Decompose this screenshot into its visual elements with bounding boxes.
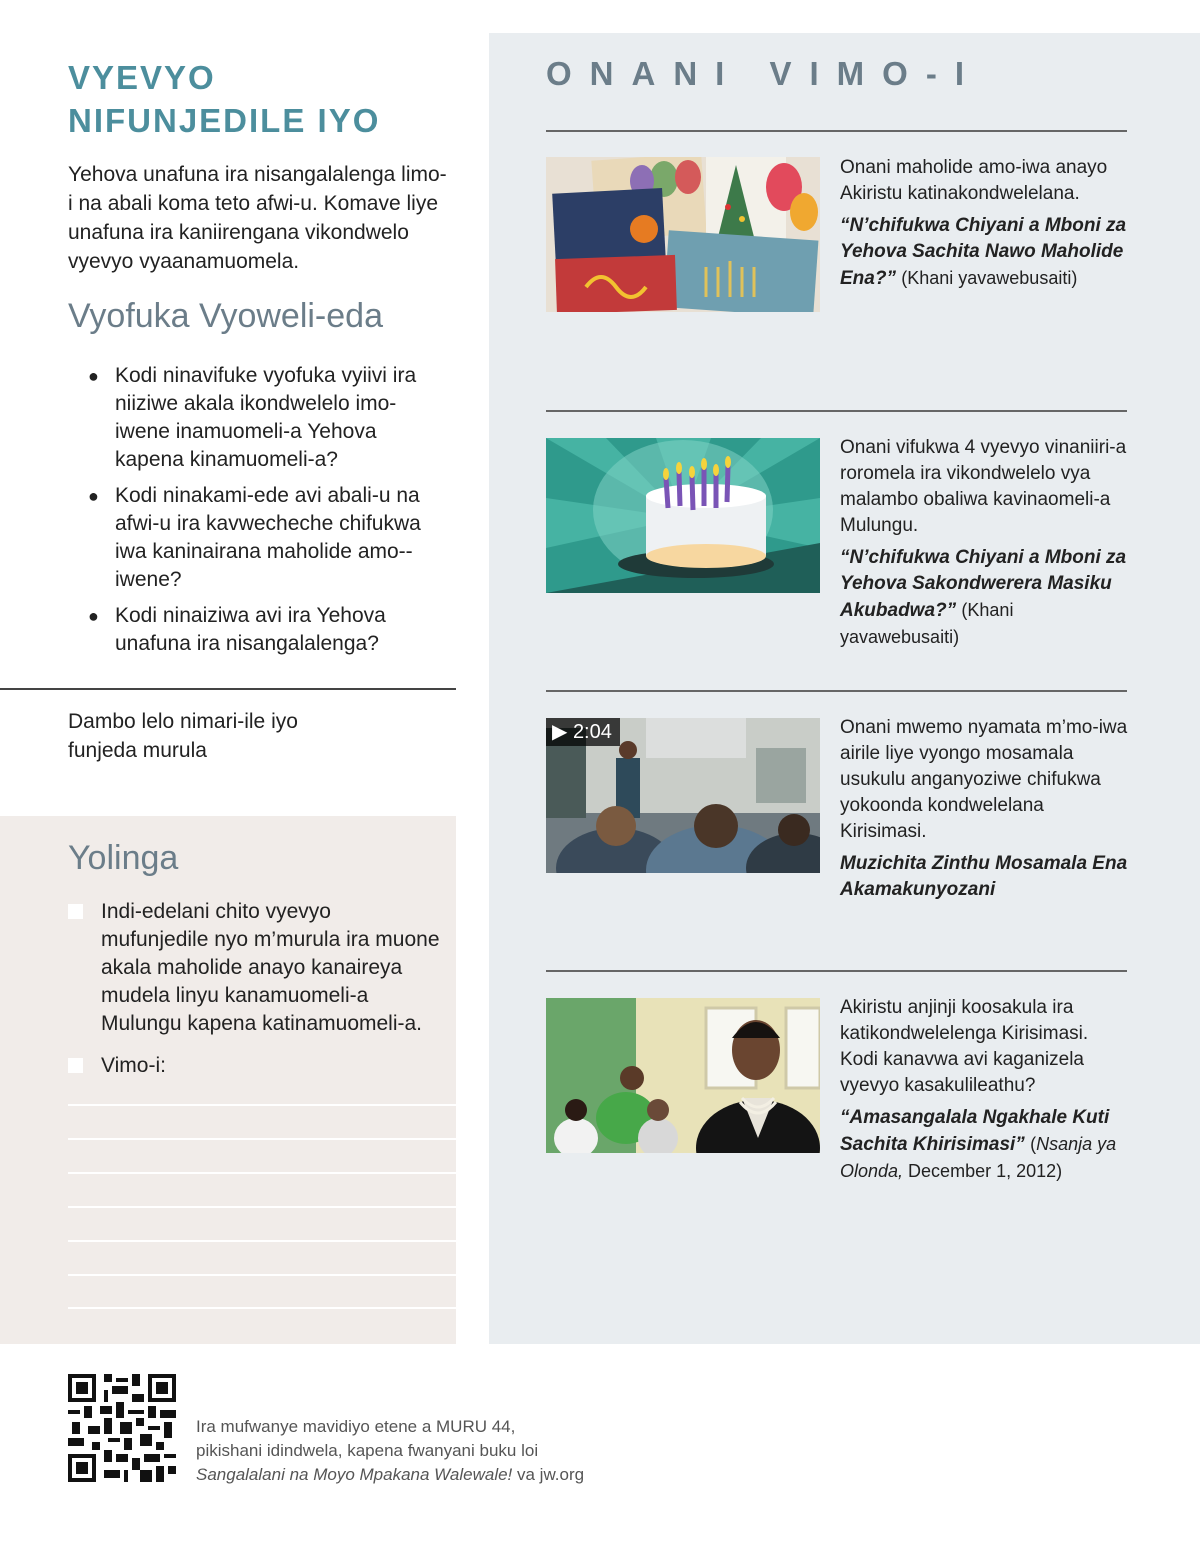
footer-text: Ira mufwanye mavidiyo etene a MURU 44, pikishani idindwela, kapena fwanyani buku loi Sangalalani na Moyo Mpakana Walewale! va jw.org — [196, 1417, 585, 1484]
video-link[interactable]: Muzichita Zinthu Mosamala Ena Akamakunyozani — [840, 853, 1128, 900]
divider — [0, 688, 456, 690]
review-item — [88, 362, 448, 474]
write-line[interactable] — [68, 1307, 456, 1309]
write-line[interactable] — [68, 1104, 456, 1106]
classroom-video-image[interactable] — [546, 718, 820, 873]
article-link[interactable]: “N’chifukwa Chiyani a Mboni za Yehova Sakondwerera Masiku Akubadwa?” — [840, 547, 1127, 621]
review-item — [88, 602, 448, 658]
bullet-icon: ● — [88, 606, 99, 626]
divider — [546, 690, 1127, 692]
write-line[interactable] — [68, 1172, 456, 1174]
goal-item-text: Vimo-i: — [101, 1054, 166, 1077]
bullet-icon: ● — [88, 486, 99, 506]
write-line[interactable] — [68, 1138, 456, 1140]
source-label: (Khani yavawebusaiti) — [901, 268, 1078, 288]
checkbox[interactable] — [68, 1058, 83, 1073]
card-christmas — [840, 995, 1130, 1185]
learned-prompt: Dambo lelo nimari-ile iyo funjeda murula — [68, 710, 298, 762]
source-label: (Nsanja ya Olonda, December 1, 2012) — [840, 1134, 1117, 1181]
article-link[interactable]: “Amasangalala Ngakhale Kuti Sachita Khirisimasi” — [840, 1107, 1110, 1155]
card-intro: Onani vifukwa 4 vyevyo vinaniiri-a roromela ira vikondwelelo vya malambo obaliwa kavinaomeli-a Mulungu. — [840, 437, 1127, 536]
checkbox[interactable] — [68, 904, 83, 919]
review-title: Vyofuka Vyoweli-eda — [68, 297, 383, 335]
card-intro: Onani maholide amo-iwa anayo Akiristu katinakondwelelana. — [840, 157, 1108, 204]
write-line[interactable] — [68, 1206, 456, 1208]
goal-title: Yolinga — [68, 839, 179, 877]
goal-box — [0, 816, 456, 1344]
goal-item — [68, 898, 440, 1038]
card-birthdays — [840, 435, 1130, 651]
video-duration-badge: ▶ 2:04 — [546, 718, 620, 746]
review-item-text: Kodi ninavifuke vyofuka vyiivi ira niiziwe akala ikondwelelo imo-iwene inamuomeli-a Yehova kapena kinamuomeli-a? — [115, 364, 417, 471]
summary-text: Yehova unafuna ira nisangalalenga limo-i na abali koma teto afwi-u. Komave liye unafuna ira kaniirengana vikondwelo vyevyo vyaanamuomela. — [68, 163, 447, 273]
goal-item-other — [68, 1052, 440, 1080]
card-intro: Onani mwemo nyamata m’mo-iwa airile liye vyongo mosamala usukulu anganyoziwe chifukwa yokoonda kondwelelana Kirisimasi. — [840, 717, 1128, 842]
card-holidays — [840, 155, 1130, 292]
write-line[interactable] — [68, 1240, 456, 1242]
smiling-woman-image[interactable] — [546, 998, 820, 1153]
review-list — [88, 362, 448, 666]
review-item-text: Kodi ninakami-ede avi abali-u na afwi-u ira kavwecheche chifukwa iwa kaninairana maholide amo--iwene? — [115, 484, 421, 591]
divider — [546, 410, 1127, 412]
bullet-icon: ● — [88, 366, 99, 386]
qr-code-icon[interactable] — [68, 1374, 176, 1482]
summary-title: VYEVYO NIFUNJEDILE IYO — [68, 59, 381, 139]
article-link[interactable]: “N’chifukwa Chiyani a Mboni za Yehova Sachita Nawo Maholide Ena?” — [840, 215, 1127, 289]
divider — [546, 970, 1127, 972]
review-item — [88, 482, 448, 594]
write-line[interactable] — [68, 1274, 456, 1276]
source-label: (Khani yavawebusaiti) — [840, 600, 1014, 647]
card-video — [840, 715, 1130, 903]
birthday-cake-image[interactable] — [546, 438, 820, 593]
review-item-text: Kodi ninaiziwa avi ira Yehova unafuna ira nisangalalenga? — [115, 604, 386, 655]
holiday-postcards-image[interactable] — [546, 157, 820, 312]
divider — [546, 130, 1127, 132]
see-more-title: ONANI VIMO-I — [546, 55, 982, 92]
book-title[interactable]: Sangalalani na Moyo Mpakana Walewale! — [196, 1465, 513, 1484]
card-intro: Akiristu anjinji koosakula ira katikondwelelenga Kirisimasi. Kodi kanavwa avi kaganizela vyevyo kasakulileathu? — [840, 997, 1089, 1096]
goal-item-text: Indi-edelani chito vyevyo mufunjedile nyo m’murula ira muone akala maholide anayo kanaireya mudela linyu kanamuomeli-a Mulungu kapena katinamuomeli-a. — [101, 900, 440, 1035]
